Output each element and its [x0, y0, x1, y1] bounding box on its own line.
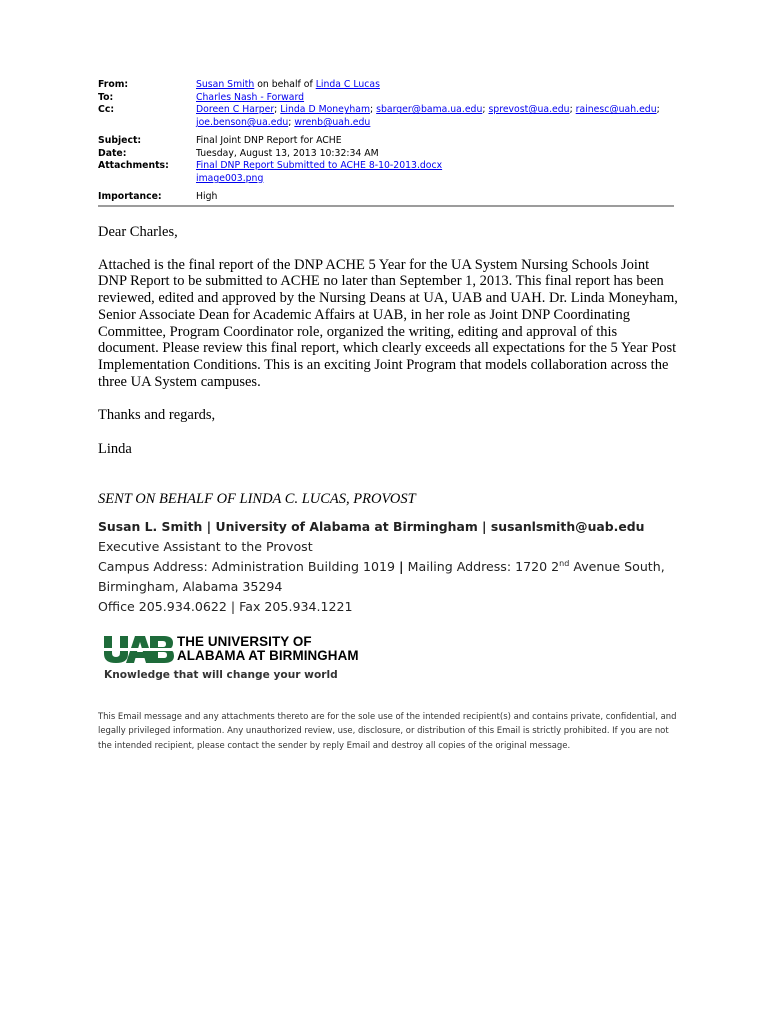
cc-link[interactable]: joe.benson@ua.edu: [196, 117, 289, 129]
behalf-of-link[interactable]: Linda C Lucas: [315, 79, 380, 90]
logo-tagline: Knowledge that will change your world: [104, 669, 338, 681]
to-value: [196, 92, 676, 105]
cc-link[interactable]: Doreen C Harper: [196, 104, 275, 116]
subject-row: [98, 135, 676, 148]
university-name-line2: ALABAMA AT BIRMINGHAM: [177, 647, 359, 663]
cc-link[interactable]: rainesc@uah.edu: [575, 104, 657, 116]
cc-value: Doreen C Harper; Linda D Moneyham; sbarger@bama.ua.edu; sprevost@ua.edu; rainesc@uah.edu; joe.benson@ua.edu; wrenb@uah.edu: [196, 104, 660, 129]
email-header: [98, 79, 676, 203]
attachment-link[interactable]: image003.png: [196, 172, 264, 184]
cc-link[interactable]: sbarger@bama.ua.edu: [376, 104, 483, 116]
mailing-address: Mailing Address: 1720 2: [403, 559, 560, 574]
signature-city: Birmingham, Alabama 35294: [98, 579, 283, 594]
signature-title: Executive Assistant to the Provost: [98, 539, 313, 554]
from-label: From:: [98, 79, 129, 90]
closing: Thanks and regards,: [98, 407, 216, 424]
on-behalf-text: on behalf of: [254, 79, 316, 90]
attachments-row: [98, 160, 676, 185]
importance-label: Importance:: [98, 190, 162, 202]
recipient-link[interactable]: Charles Nash - Forward: [196, 91, 305, 103]
confidentiality-disclaimer: This Email message and any attachments thereto are for the sole use of the intended recipient(s) and contains private, confidential, and legally privileged information. Any unauthorized review, use, disclosure, or distribution of this Email is strictly prohibited. If you are not the intended recipient, please contact the sender by reply Email and destroy all copies of the original message.: [98, 711, 677, 750]
date-value: Tuesday, August 13, 2013 10:32:34 AM: [196, 147, 379, 159]
to-label: To:: [98, 91, 114, 103]
campus-address: Campus Address: Administration Building 1019: [98, 559, 400, 574]
email-body: [98, 224, 678, 507]
date-row: [98, 148, 676, 161]
signoff-name: Linda: [98, 441, 132, 458]
attachments-value: [196, 160, 676, 185]
signature-block: [98, 517, 698, 617]
mailing-address-end: Avenue South,: [569, 559, 665, 574]
cc-label: Cc:: [98, 104, 115, 116]
to-row: [98, 92, 676, 105]
attachments-label: Attachments:: [98, 160, 169, 172]
from-value: [196, 79, 676, 92]
signature-address-line: [98, 557, 698, 577]
address-separator: |: [399, 559, 404, 574]
signature-name-line: Susan L. Smith | University of Alabama at Birmingham | susanlsmith@uab.edu: [98, 519, 645, 534]
sender-link[interactable]: Susan Smith: [196, 79, 255, 90]
body-paragraph: Attached is the final report of the DNP ACHE 5 Year for the UA System Nursing Schools Joint DNP Report to be submitted to ACHE no later than September 1, 2013. This final report has been reviewed, edited and approved by the Nursing Deans at UA, UAB and UAH. Dr. Linda Moneyham, Senior Associate Dean for Academic Affairs at UAB, in her role as Joint DNP Coordinating Committee, Program Coordinator role, organized the writing, editing and approval of this document. Please review this final report, which clearly exceeds all expectations for the 5 Year Post Implementation Conditions. This is an exciting Joint Program that models collaboration across the three UA System campuses.: [98, 256, 678, 390]
sent-on-behalf: SENT ON BEHALF OF LINDA C. LUCAS, PROVOST: [98, 490, 416, 507]
attachment-link[interactable]: Final DNP Report Submitted to ACHE 8-10-2013.docx: [196, 160, 443, 172]
cc-link[interactable]: Linda D Moneyham: [280, 104, 371, 116]
ordinal-suffix: nd: [559, 559, 570, 568]
cc-row: [98, 104, 676, 129]
subject-label: Subject:: [98, 134, 142, 146]
date-label: Date:: [98, 147, 127, 159]
university-name-line1: THE UNIVERSITY OF: [177, 634, 312, 649]
subject-value: Final Joint DNP Report for ACHE: [196, 134, 342, 146]
uab-mark-icon: [104, 636, 174, 664]
header-divider: [98, 205, 674, 207]
signature-phone: Office 205.934.0622 | Fax 205.934.1221: [98, 599, 353, 614]
importance-row: [98, 191, 676, 204]
cc-link[interactable]: sprevost@ua.edu: [488, 104, 570, 116]
cc-link[interactable]: wrenb@uah.edu: [294, 117, 371, 129]
from-row: [98, 79, 676, 92]
university-name: [177, 635, 359, 662]
greeting: Dear Charles,: [98, 224, 178, 240]
uab-logo: [104, 634, 384, 686]
importance-value: High: [196, 190, 218, 202]
